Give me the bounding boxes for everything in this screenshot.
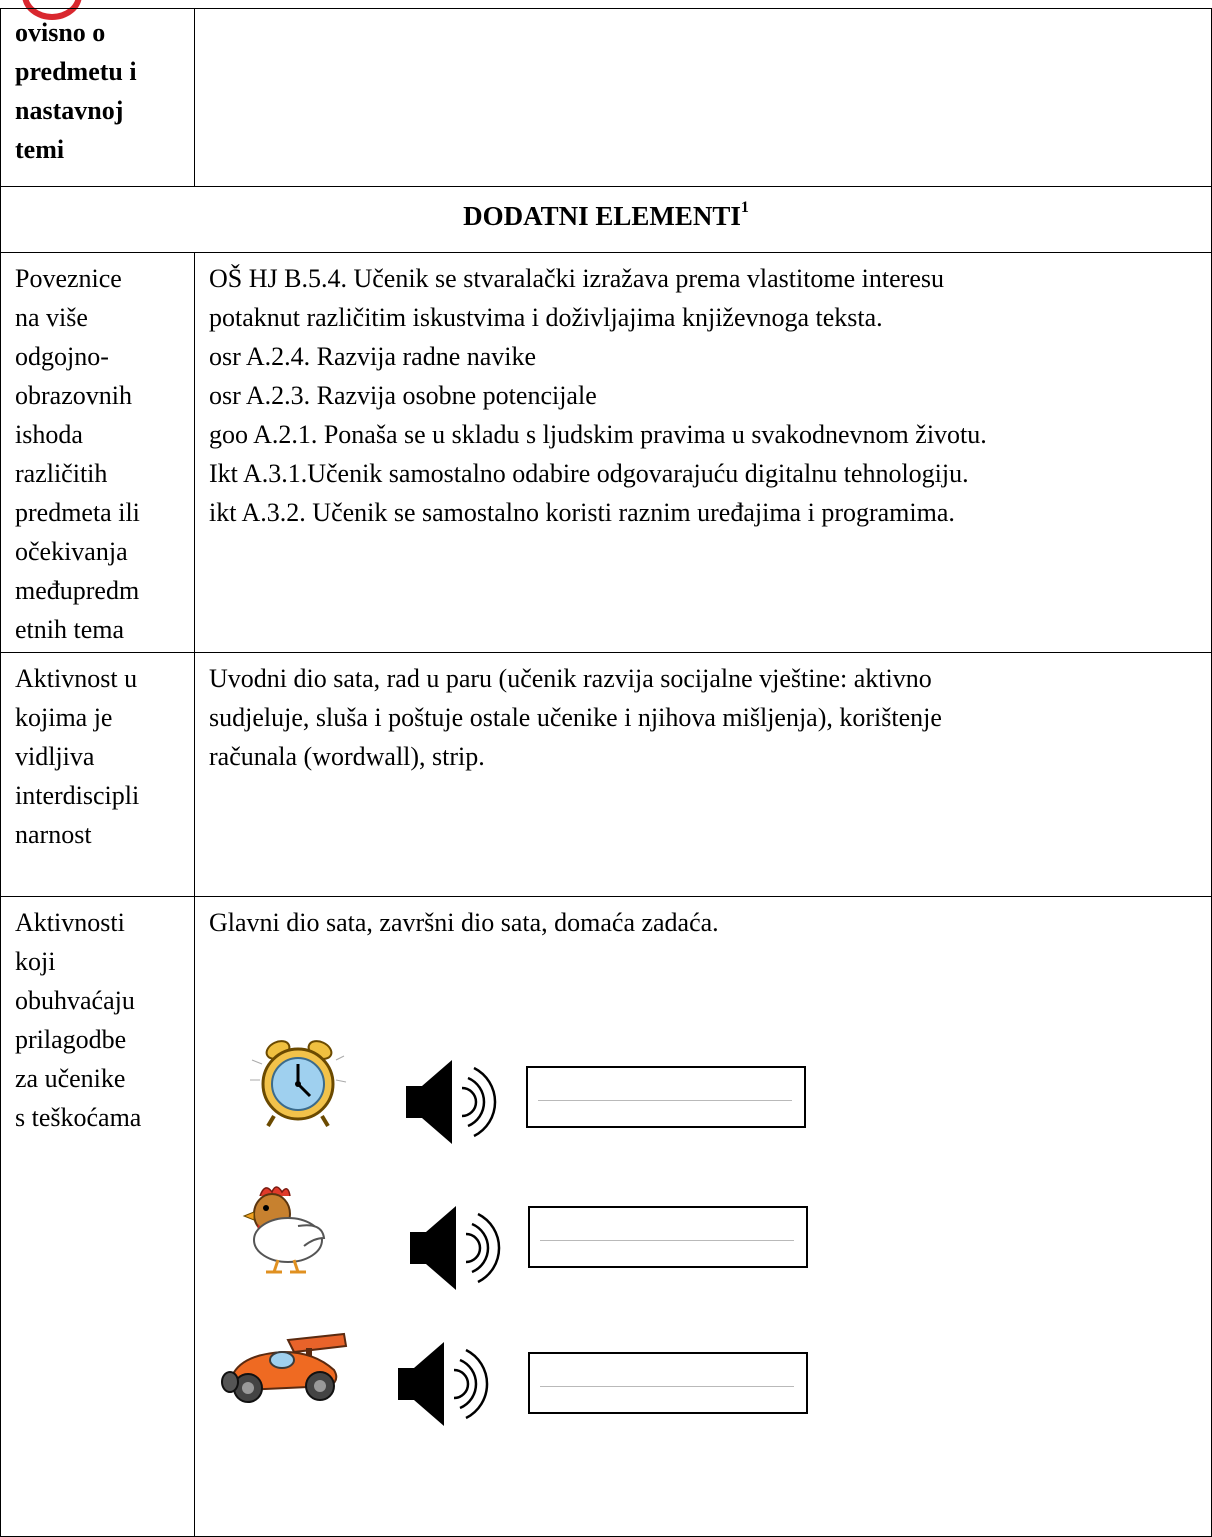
text-line: goo A.2.1. Ponaša se u skladu s ljudskim pravima u svakodnevnom životu. [209, 420, 987, 449]
text-line: na više [15, 303, 88, 332]
row-content [195, 253, 1211, 532]
answer-box[interactable] [528, 1352, 808, 1414]
row-label [1, 897, 194, 1137]
row-content [195, 897, 1211, 942]
text-line: osr A.2.4. Razvija radne navike [209, 342, 537, 371]
header-row [1, 9, 1212, 187]
section-title [1, 187, 1211, 241]
header-label-cell [1, 9, 195, 187]
header-content-cell [195, 9, 1212, 187]
row-label [1, 253, 194, 649]
lesson-plan-table [0, 8, 1212, 1537]
hen-icon [240, 1176, 330, 1276]
text-line: osr A.2.3. Razvija osobne potencijale [209, 381, 597, 410]
text-line: temi [15, 135, 65, 164]
text-line: s teškoćama [15, 1103, 142, 1132]
answer-line [540, 1386, 794, 1387]
row-content [195, 653, 1211, 776]
row-label-cell [1, 653, 195, 897]
speaker-icon [404, 1202, 516, 1294]
speaker-icon [400, 1056, 512, 1148]
text-line: ishoda [15, 420, 83, 449]
text-line: sudjeluje, sluša i poštuje ostale učenike i njihova mišljenja), korištenje [209, 703, 942, 732]
text-line: međupredm [15, 576, 140, 605]
text-line: koji [15, 947, 56, 976]
row-content-cell [195, 653, 1212, 897]
text-line: potaknut različitim iskustvima i doživljajima književnoga teksta. [209, 303, 883, 332]
text-line: obuhvaćaju [15, 986, 135, 1015]
row-connections [1, 253, 1212, 653]
alarm-clock-icon [248, 1030, 348, 1130]
text-line: različitih [15, 459, 108, 488]
text-line: Glavni dio sata, završni dio sata, domaća zadaća. [209, 908, 719, 937]
text-line: obrazovnih [15, 381, 132, 410]
text-line: interdiscipli [15, 781, 140, 810]
text-line: za učenike [15, 1064, 126, 1093]
answer-line [538, 1100, 792, 1101]
section-cell [1, 187, 1212, 253]
text-line: kojima je [15, 703, 113, 732]
text-line: predmeta ili [15, 498, 140, 527]
answer-line [540, 1240, 794, 1241]
text-line: Aktivnosti [15, 908, 125, 937]
row-label-cell [1, 897, 195, 1537]
answer-box[interactable] [526, 1066, 806, 1128]
text-line: narnost [15, 820, 92, 849]
row-label [1, 653, 194, 854]
footnote-mark: 1 [740, 199, 749, 216]
text-line: Aktivnost u [15, 664, 138, 693]
text-line: Uvodni dio sata, rad u paru (učenik razvija socijalne vještine: aktivno [209, 664, 932, 693]
row-content-cell [195, 253, 1212, 653]
text-line: etnih tema [15, 615, 125, 644]
text-line: ikt A.3.2. Učenik se samostalno koristi raznim uređajima i programima. [209, 498, 955, 527]
race-car-icon [218, 1330, 358, 1410]
answer-box[interactable] [528, 1206, 808, 1268]
section-row [1, 187, 1212, 253]
text-line: ovisno o [15, 18, 106, 47]
text-line: Poveznice [15, 264, 122, 293]
text-line: predmetu i [15, 57, 137, 86]
text-line: nastavnoj [15, 96, 124, 125]
text-line: DODATNI ELEMENTI [463, 201, 741, 231]
text-line: prilagodbe [15, 1025, 127, 1054]
text-line: Ikt A.3.1.Učenik samostalno odabire odgovarajuću digitalnu tehnologiju. [209, 459, 969, 488]
text-line: odgojno- [15, 342, 109, 371]
text-line: očekivanja [15, 537, 128, 566]
text-line: računala (wordwall), strip. [209, 742, 485, 771]
row-interdisciplinary [1, 653, 1212, 897]
header-label [1, 9, 194, 169]
row-label-cell [1, 253, 195, 653]
text-line: vidljiva [15, 742, 95, 771]
text-line: OŠ HJ B.5.4. Učenik se stvaralački izražava prema vlastitome interesu [209, 264, 944, 293]
speaker-icon [392, 1338, 504, 1430]
